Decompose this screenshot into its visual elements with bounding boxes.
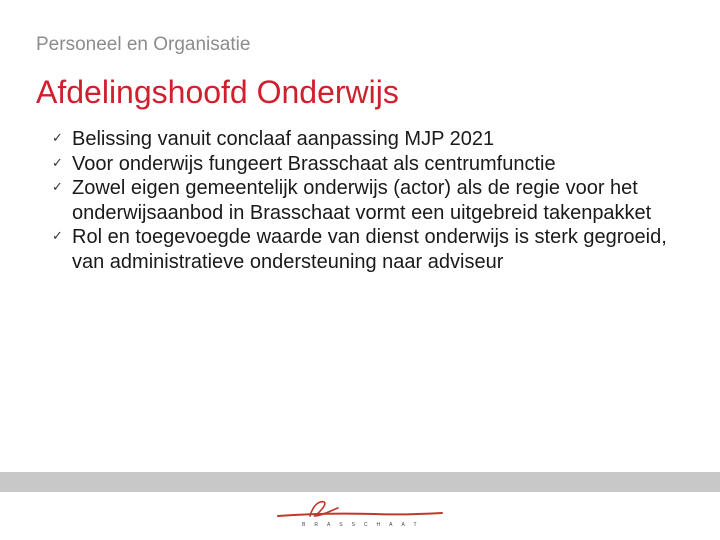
bullet-item — [52, 176, 692, 225]
bullet-item — [52, 225, 692, 274]
slide-title: Afdelingshoofd Onderwijs — [36, 74, 399, 110]
bullet-text: Voor onderwijs fungeert Brasschaat als centrumfunctie — [72, 152, 556, 175]
logo-text: BRASSCHAAT — [302, 522, 426, 528]
bullet-text: Belissing vanuit conclaaf aanpassing MJP 2021 — [72, 128, 495, 150]
section-supertitle: Personeel en Organisatie — [36, 34, 251, 55]
bullet-item — [52, 127, 692, 152]
bullet-item — [52, 152, 692, 177]
checkmark-icon: ✓ — [52, 131, 63, 146]
bullet-text: Zowel eigen gemeentelijk onderwijs (actor) als de regie voor het onderwijsaanbod in Brasschaat vormt een uitgebreid takenpakket — [72, 177, 652, 224]
brasschaat-logo — [274, 496, 446, 532]
checkmark-icon: ✓ — [52, 155, 63, 171]
checkmark-icon: ✓ — [52, 180, 63, 195]
footer-bar — [0, 472, 720, 492]
checkmark-icon: ✓ — [52, 229, 63, 244]
logo-signature-icon — [274, 496, 446, 524]
bullet-list — [52, 127, 692, 274]
bullet-text: Rol en toegevoegde waarde van dienst onderwijs is sterk gegroeid, van administratieve ondersteuning naar adviseur — [72, 226, 667, 273]
